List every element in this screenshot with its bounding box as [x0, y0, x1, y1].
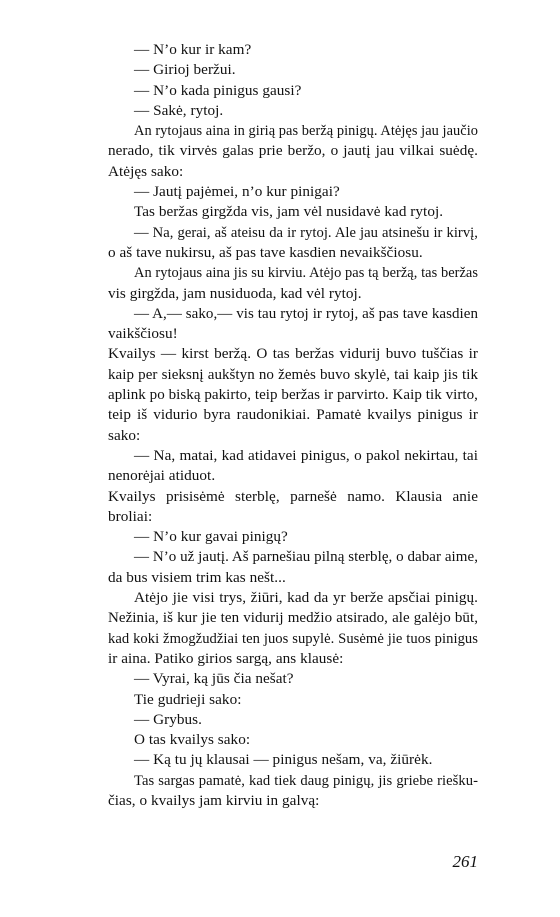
text-line: broliai: — [108, 507, 153, 525]
text-line: sako: — [108, 426, 141, 444]
text-line: — N’o kur gavai pinigų? — [134, 528, 288, 546]
text-line: — Sakė, rytoj. — [134, 101, 224, 119]
text-line: nerado, tik virvės galas prie beržo, o jautį jau vilkai suėdę. — [108, 142, 478, 160]
text-line: — N’o kada pinigus gausi? — [134, 81, 302, 99]
page-number: 261 — [452, 852, 478, 871]
text-line: — Na, gerai, aš ateisu da ir rytoj. Ale jau atsinešu ir kirvį, — [134, 224, 478, 241]
text-line: vis girgžda, jam nusiduoda, kad vėl rytoj. — [108, 284, 362, 302]
text-line: — Girioj beržui. — [134, 61, 236, 79]
text-line: ir aina. Patiko girios sargą, ans klausė: — [108, 649, 344, 667]
text-line: kad koki žmogžudžiai ten juos supylė. Susėmė jie tuos pinigus — [108, 630, 478, 647]
text-line: čias, o kvailys jam kirviu in galvą: — [108, 791, 320, 809]
text-line: — N’o kur ir kam? — [134, 41, 252, 58]
text-line: An rytojaus aina in girią pas beržą pinigų. Atėjęs jau jaučio — [134, 123, 478, 140]
text-line: — N’o už jautį. Aš parnešiau pilną sterblę, o dabar aime, — [134, 549, 478, 566]
text-line: — Ką tu jų klausai — pinigus nešam, va, žiūrėk. — [134, 751, 433, 769]
text-line: da bus visiem trim kas nešt... — [108, 568, 286, 586]
text-line: Kvailys — kirst beržą. O tas beržas vidurij buvo tuščias ir — [108, 345, 478, 363]
text-line: Atėjo jie visi trys, žiūri, kad da yr berže apsčiai pinigų. — [134, 589, 478, 607]
text-line: An rytojaus aina jis su kirviu. Atėjo pas tą beržą, tas beržas — [134, 265, 478, 282]
text-line: — Vyrai, ką jūs čia nešat? — [134, 670, 294, 688]
text-line: Tie gudrieji sako: — [134, 690, 242, 708]
text-line: o aš tave nukirsu, aš pas tave kasdien nevaikščiosu. — [108, 243, 423, 261]
text-line: vaikščiosu! — [108, 325, 178, 343]
text-line: Kvailys prisisėmė sterblę, parnešė namo. Klausia anie — [108, 487, 478, 505]
text-line: nenorėjai atiduot. — [108, 467, 216, 485]
body-text — [108, 40, 478, 811]
text-line: Tas sargas pamatė, kad tiek daug pinigų, jis griebe riešku- — [134, 772, 478, 789]
text-line: — A,— sako,— vis tau rytoj ir rytoj, aš pas tave kasdien — [134, 305, 478, 322]
text-line: aplink po biską pakirto, teip beržas ir parvirto. Kaip tik virto, — [108, 387, 478, 404]
text-line: — Na, matai, kad atidavei pinigus, o pakol nekirtau, tai — [134, 446, 478, 464]
text-line: — Jautį pajėmei, n’o kur pinigai? — [134, 183, 340, 201]
text-line: teip iš vidurio byra raudonikiai. Pamatė kvailys pinigus ir — [108, 406, 478, 424]
text-line: Nežinia, iš kur jie ten vidurij medžio atsirado, ale galėjo būt, — [108, 610, 478, 627]
text-line: kaip per sieksnį aukštyn no žemės buvo skylė, tai kaip jis tik — [108, 366, 478, 383]
text-line: — Grybus. — [134, 710, 202, 728]
text-line: O tas kvailys sako: — [134, 731, 251, 749]
text-line: Tas beržas girgžda vis, jam vėl nusidavė kad rytoj. — [134, 203, 444, 221]
text-line: Atėjęs sako: — [108, 162, 184, 180]
